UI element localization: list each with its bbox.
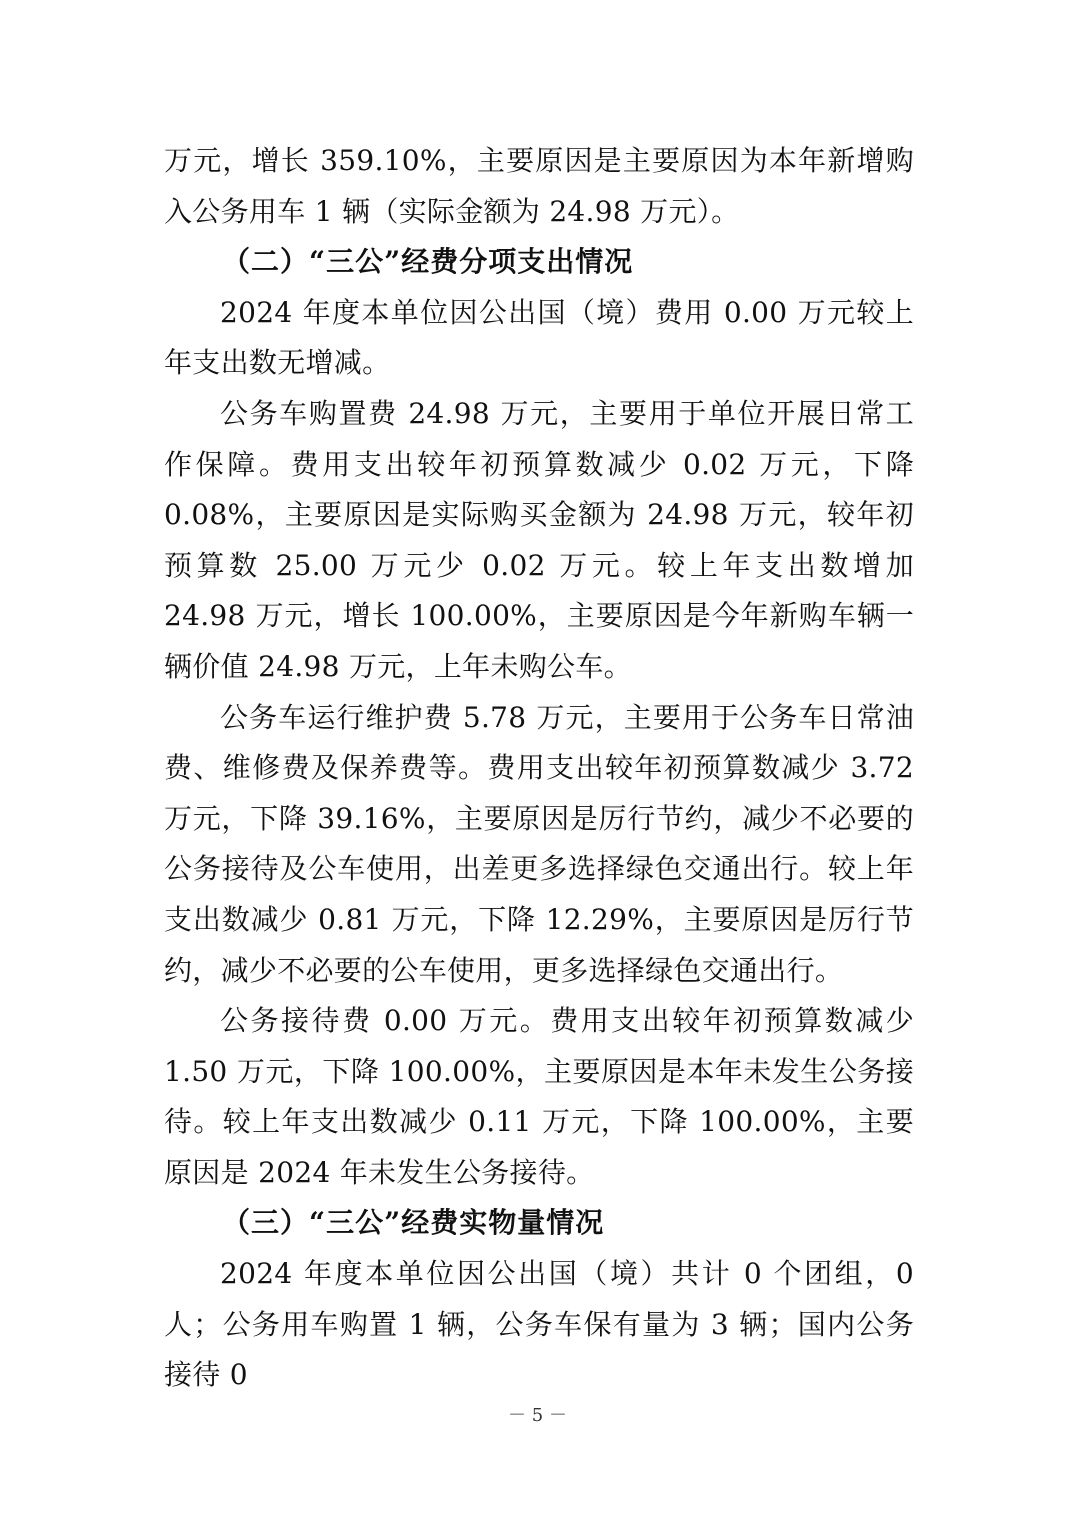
section-heading-breakdown: （二）“三公”经费分项支出情况 [222, 245, 634, 279]
paragraph-overseas-travel: 2024 年度本单位因公出国（境）费用 0.00 万元较上年支出数无增减。 [164, 295, 914, 380]
paragraph-vehicle-operation: 公务车运行维护费 5.78 万元，主要用于公务车日常油费、维修费及保养费等。费用支出较年初预算数减少 3.72 万元，下降 39.16%，主要原因是厉行节约，减少不必要的公务接待及公车使用，出差更多选择绿色交通出行。较上年支出数减少 0.81 万元，下降 12.29%，主要原因是厉行节约，减少不必要的公车使用，更多选择绿色交通出行。 [164, 700, 914, 987]
paragraph-reception: 公务接待费 0.00 万元。费用支出较年初预算数减少 1.50 万元，下降 100.00%，主要原因是本年未发生公务接待。较上年支出数减少 0.11 万元，下降 100.00%，主要原因是 2024 年未发生公务接待。 [164, 1004, 914, 1189]
paragraph-physical-quantity: 2024 年度本单位因公出国（境）共计 0 个团组，0 人；公务用车购置 1 辆，公务车保有量为 3 辆；国内公务接待 0 [164, 1257, 914, 1392]
document-body [164, 136, 914, 1401]
continuation-paragraph: 万元，增长 359.10%，主要原因是主要原因为本年新增购入公务用车 1 辆（实际金额为 24.98 万元）。 [164, 144, 914, 228]
page-number: － 5 － [508, 1405, 567, 1426]
section-heading-physical-quantity: （三）“三公”经费实物量情况 [222, 1206, 605, 1240]
paragraph-vehicle-purchase: 公务车购置费 24.98 万元，主要用于单位开展日常工作保障。费用支出较年初预算数减少 0.02 万元，下降 0.08%，主要原因是实际购买金额为 24.98 万元，较年初预算数 25.00 万元少 0.02 万元。较上年支出数增加 24.98 万元，增长 100.00%，主要原因是今年新购车辆一辆价值 24.98 万元，上年未购公车。 [164, 396, 914, 683]
